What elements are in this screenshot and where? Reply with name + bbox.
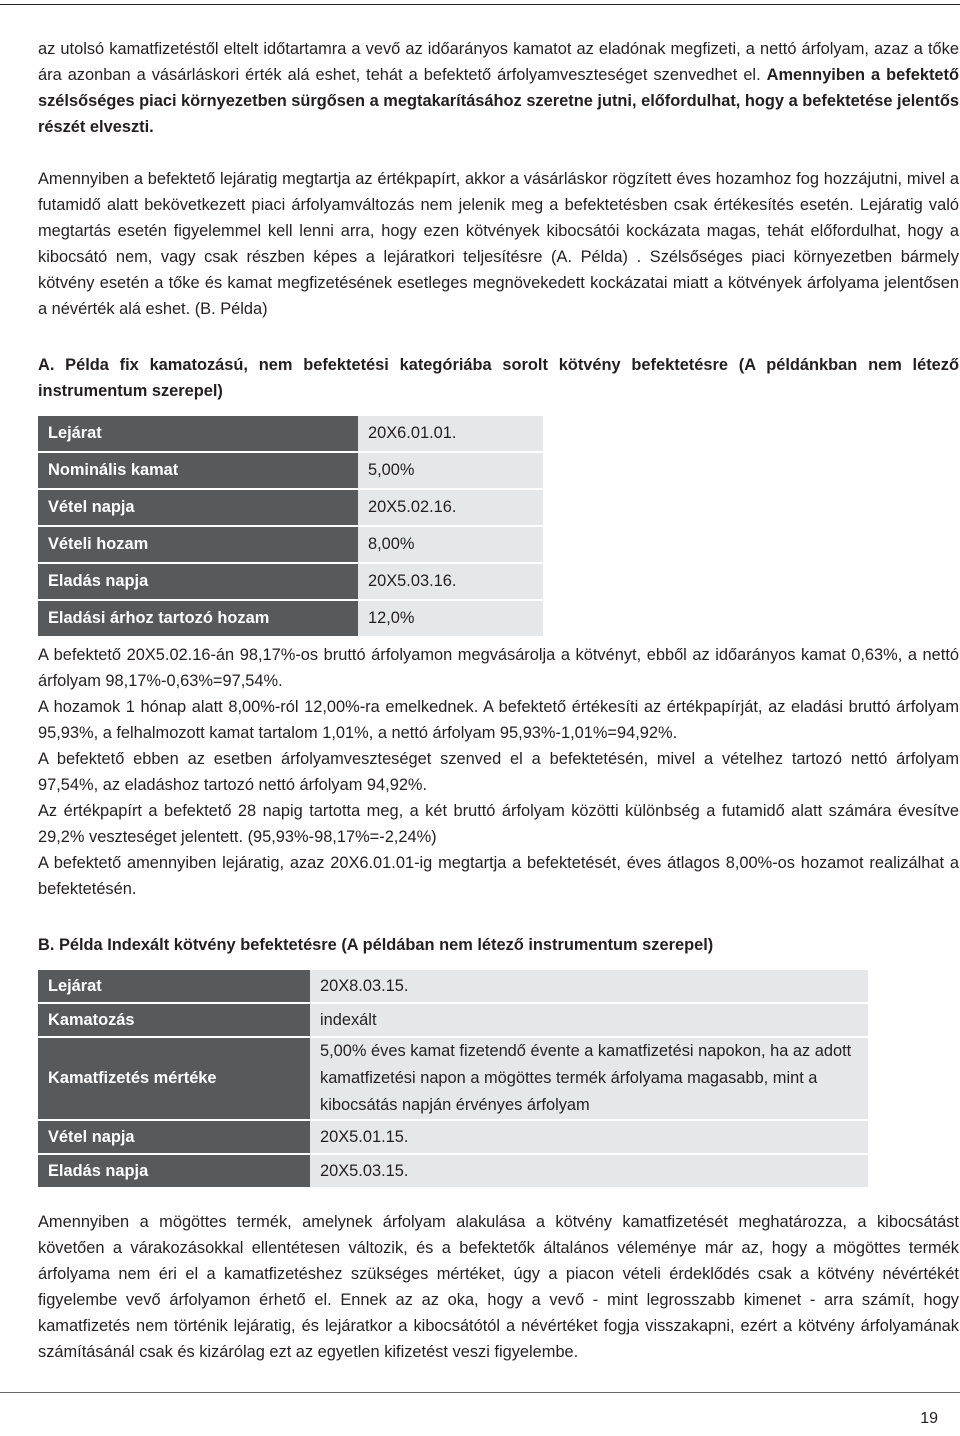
table-row (38, 490, 543, 525)
row-value: 8,00% (358, 527, 543, 562)
example-a-heading: A. Példa fix kamatozású, nem befektetési kategóriába sorolt kötvény befektetésre (A példánkban nem létező instrumentum szerepel) (38, 356, 959, 400)
row-value: 20X8.03.15. (310, 970, 868, 1002)
table-row (38, 601, 543, 636)
row-label: Eladás napja (38, 1155, 310, 1187)
spacer (38, 322, 959, 352)
table-row (38, 416, 543, 451)
bottom-rule (0, 1392, 960, 1393)
example-a-text-4: Az értékpapírt a befektető 28 napig tartotta meg, a két bruttó árfolyam közötti különbség a futamidő alatt számára évesítve 29,2% veszteséget jelentett. (95,93%-98,17%=-2,24%) (38, 802, 959, 846)
intro-text: az utolsó kamatfizetéstől eltelt időtartamra a vevő az időarányos kamatot az eladónak megfizeti, a nettó árfolyam, azaz a tőke ára azonban a vásárláskori érték alá eshet, tehát a befektető árfolyamveszteséget szenvedhet el. (38, 40, 959, 84)
row-value: indexált (310, 1004, 868, 1036)
example-a-text-1: A befektető 20X5.02.16-án 98,17%-os bruttó árfolyamon megvásárolja a kötvényt, ebből az időarányos kamat 0,63%, a nettó árfolyam 98,17%-0,63%=97,54%. (38, 646, 959, 690)
row-label: Lejárat (38, 416, 358, 451)
row-label: Vétel napja (38, 1121, 310, 1153)
example-a-text-5: A befektető amennyiben lejáratig, azaz 20X6.01.01-ig megtartja a befektetését, éves átlagos 8,00%-os hozamot realizálhat a befektetésén. (38, 854, 959, 898)
row-label: Kamatozás (38, 1004, 310, 1036)
table-row (38, 527, 543, 562)
row-value: 20X5.03.15. (310, 1155, 868, 1187)
row-label: Vétel napja (38, 490, 358, 525)
row-value: 5,00% éves kamat fizetendő évente a kamatfizetési napokon, ha az adott kamatfizetési napon a mögöttes termék árfolyama magasabb, mint a kibocsátás napján érvényes árfolyam (310, 1038, 868, 1119)
row-value: 5,00% (358, 453, 543, 488)
example-a-text-2: A hozamok 1 hónap alatt 8,00%-ról 12,00%-ra emelkednek. A befektető értékesíti az értékpapírját, az eladási bruttó árfolyam 95,93%, a felhalmozott kamat tartalom 1,01%, a nettó árfolyam 95,93%-1,01%=94,92%. (38, 698, 959, 742)
table-row (38, 1004, 868, 1036)
table-row (38, 970, 868, 1002)
top-rule (0, 4, 960, 5)
row-label: Kamatfizetés mértéke (38, 1038, 310, 1119)
row-label: Lejárat (38, 970, 310, 1002)
page-content (38, 36, 959, 1365)
table-row (38, 1121, 868, 1153)
row-label: Nominális kamat (38, 453, 358, 488)
row-value: 20X5.01.15. (310, 1121, 868, 1153)
row-value: 20X5.02.16. (358, 490, 543, 525)
row-label: Vételi hozam (38, 527, 358, 562)
row-value: 20X5.03.16. (358, 564, 543, 599)
spacer (38, 140, 959, 166)
spacer (38, 902, 959, 932)
example-b-text: Amennyiben a mögöttes termék, amelynek árfolyam alakulása a kötvény kamatfizetését meghatározza, a kibocsátást követően a várakozásokkal ellentétesen változik, és a befektetők általános véleménye már az, hogy a mögöttes termék árfolyama nem éri el a kamatfizetéshez szükséges mértéket, úgy a piacon vételi érdeklődés csak a kötvény névértékét figyelembe vevő árfolyamon érhető el. Ennek az az oka, hogy a vevő - mint legrosszabb kimenet - arra számít, hogy kamatfizetés nem történik lejáratig, és lejáratkor a kibocsátótól a névértéket fogja visszakapni, ezért a kötvény árfolyamának számításánál csak és kizárólag ezt az egyetlen kifizetést veszi figyelembe. (38, 1213, 959, 1361)
intro-bold-text: Amennyiben a befektető szélsőséges piaci környezetben sürgősen a megtakarításához szeretne jutni, előfordulhat, hogy a befektetése jelentős részét elveszti. (38, 66, 959, 136)
row-value: 12,0% (358, 601, 543, 636)
table-row (38, 453, 543, 488)
spacer (38, 1189, 959, 1209)
example-a-table (38, 414, 543, 638)
paragraph-holding-to-maturity: Amennyiben a befektető lejáratig megtartja az értékpapírt, akkor a vásárláskor rögzített éves hozamhoz fog hozzájutni, mivel a futamidő alatt bekövetkezett piaci árfolyamváltozás nem jelenik meg a befektetésben csak értékesítés esetén. Lejáratig való megtartás esetén figyelemmel kell lenni arra, hogy ezen kötvények kibocsátói kockázata magas, tehát előfordulhat, hogy a kibocsátó nem, vagy csak részben képes a lejáratkori teljesítésre (A. Példa) . Szélsőséges piaci környezetben bármely kötvény esetén a tőke és kamat megfizetésének esetleges megnövekedett kockázatai miatt a kötvények árfolyama jelentősen a névérték alá eshet. (B. Példa) (38, 170, 959, 318)
intro-paragraph (38, 36, 959, 140)
row-label: Eladás napja (38, 564, 358, 599)
example-b-heading: B. Példa Indexált kötvény befektetésre (A példában nem létező instrumentum szerepel) (38, 936, 714, 954)
example-a-text-3: A befektető ebben az esetben árfolyamveszteséget szenved el a befektetésén, mivel a vételhez tartozó nettó árfolyam 97,54%, az eladáshoz tartozó nettó árfolyam 94,92%. (38, 750, 959, 794)
table-row (38, 564, 543, 599)
row-value: 20X6.01.01. (358, 416, 543, 451)
page-number: 19 (920, 1410, 938, 1427)
example-b-table (38, 968, 868, 1189)
table-row (38, 1155, 868, 1187)
table-row (38, 1038, 868, 1119)
row-label: Eladási árhoz tartozó hozam (38, 601, 358, 636)
